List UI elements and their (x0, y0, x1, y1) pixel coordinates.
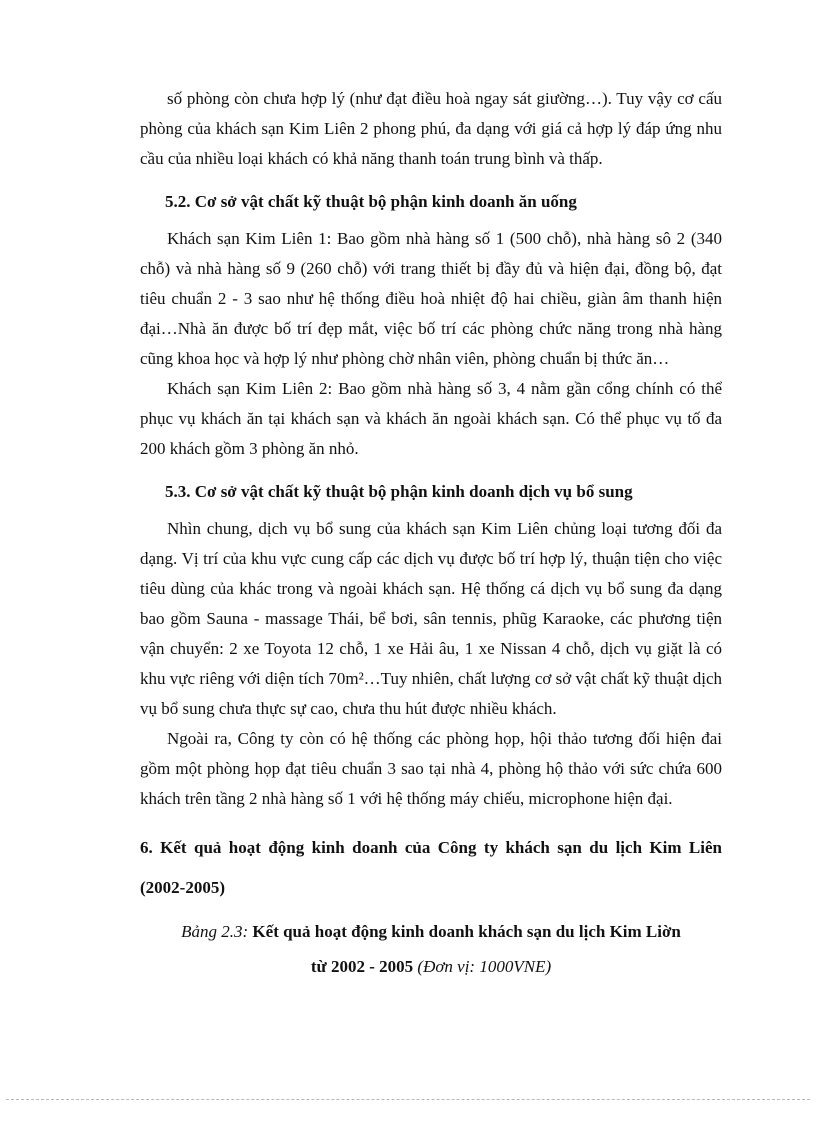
paragraph-phong-hop: Ngoài ra, Công ty còn có hệ thống các phòng họp, hội thảo tương đối hiện đai gồm một phòng họp đạt tiêu chuẩn 3 sao tại nhà 4, phòng hộ thảo với sức chứa 600 khách trên tầng 2 nhà hàng số 1 với hệ thống máy chiếu, microphone hiện đại. (140, 729, 722, 808)
heading-5-2: 5.2. Cơ sở vật chất kỹ thuật bộ phận kinh doanh ăn uống (165, 192, 577, 211)
paragraph-room-structure: số phòng còn chưa hợp lý (như đạt điều hoà ngay sát giường…). Tuy vậy cơ cấu phòng của khách sạn Kim Liên 2 phong phú, đa dạng với giá cả hợp lý đáp ứng nhu cầu của nhiều loại khách có khả năng thanh toán trung bình và thấp. (140, 89, 722, 168)
heading-6: 6. Kết quả hoạt động kinh doanh của Công ty khách sạn du lịch Kim Liên (2002-2005) (140, 838, 722, 897)
heading-5-3: 5.3. Cơ sở vật chất kỹ thuật bộ phận kinh doanh dịch vụ bổ sung (165, 482, 633, 501)
paragraph-kim-lien-1: Khách sạn Kim Liên 1: Bao gồm nhà hàng số 1 (500 chỗ), nhà hàng sô 2 (340 chỗ) và nhà hàng số 9 (260 chỗ) với trang thiết bị đầy đủ và hiện đại, đồng bộ, đạt tiêu chuẩn 2 - 3 sao như hệ thống điều hoà nhiệt độ hai chiều, giàn âm thanh hiện đại…Nhà ăn được bố trí đẹp mắt, việc bố trí các phòng chức năng trong nhà hàng cũng khoa học và hợp lý như phòng chờ nhân viên, phòng chuẩn bị thức ăn… (140, 229, 722, 368)
paragraph-dich-vu-bo-sung: Nhìn chung, dịch vụ bổ sung của khách sạn Kim Liên chủng loại tương đối đa dạng. Vị trí của khu vực cung cấp các dịch vụ được bố trí hợp lý, thuận tiện cho việc tiêu dùng của khác trong và ngoài khách sạn. Hệ thống cá dịch vụ bổ sung đa dạng bao gồm Sauna - massage Thái, bể bơi, sân tennis, phũg Karaoke, các phương tiện vận chuyển: 2 xe Toyota 12 chỗ, 1 xe Hải âu, 1 xe Nissan 4 chỗ, dịch vụ giặt là có khu vực riêng với diện tích 70m²…Tuy nhiên, chất lượng cơ sở vật chất kỹ thuật dịch vụ bổ sung chưa thực sự cao, chưa thu hút được nhiều khách. (140, 519, 722, 718)
table-caption (140, 914, 722, 984)
caption-title: Kết quả hoạt động kinh doanh khách sạn du lịch Kim Liờn (252, 922, 681, 941)
caption-label: Bảng 2.3: (181, 922, 249, 941)
page-bottom-divider (6, 1099, 810, 1100)
paragraph-kim-lien-2: Khách sạn Kim Liên 2: Bao gồm nhà hàng số 3, 4 nằm gần cổng chính có thể phục vụ khách ăn tại khách sạn và khách ăn ngoài khách sạn. Có thể phục vụ tố đa 200 khách gồm 3 phòng ăn nhỏ. (140, 379, 722, 458)
caption-unit: (Đơn vị: 1000VNE) (417, 957, 552, 976)
caption-date-range: từ 2002 - 2005 (310, 957, 414, 976)
page-content (140, 84, 722, 984)
